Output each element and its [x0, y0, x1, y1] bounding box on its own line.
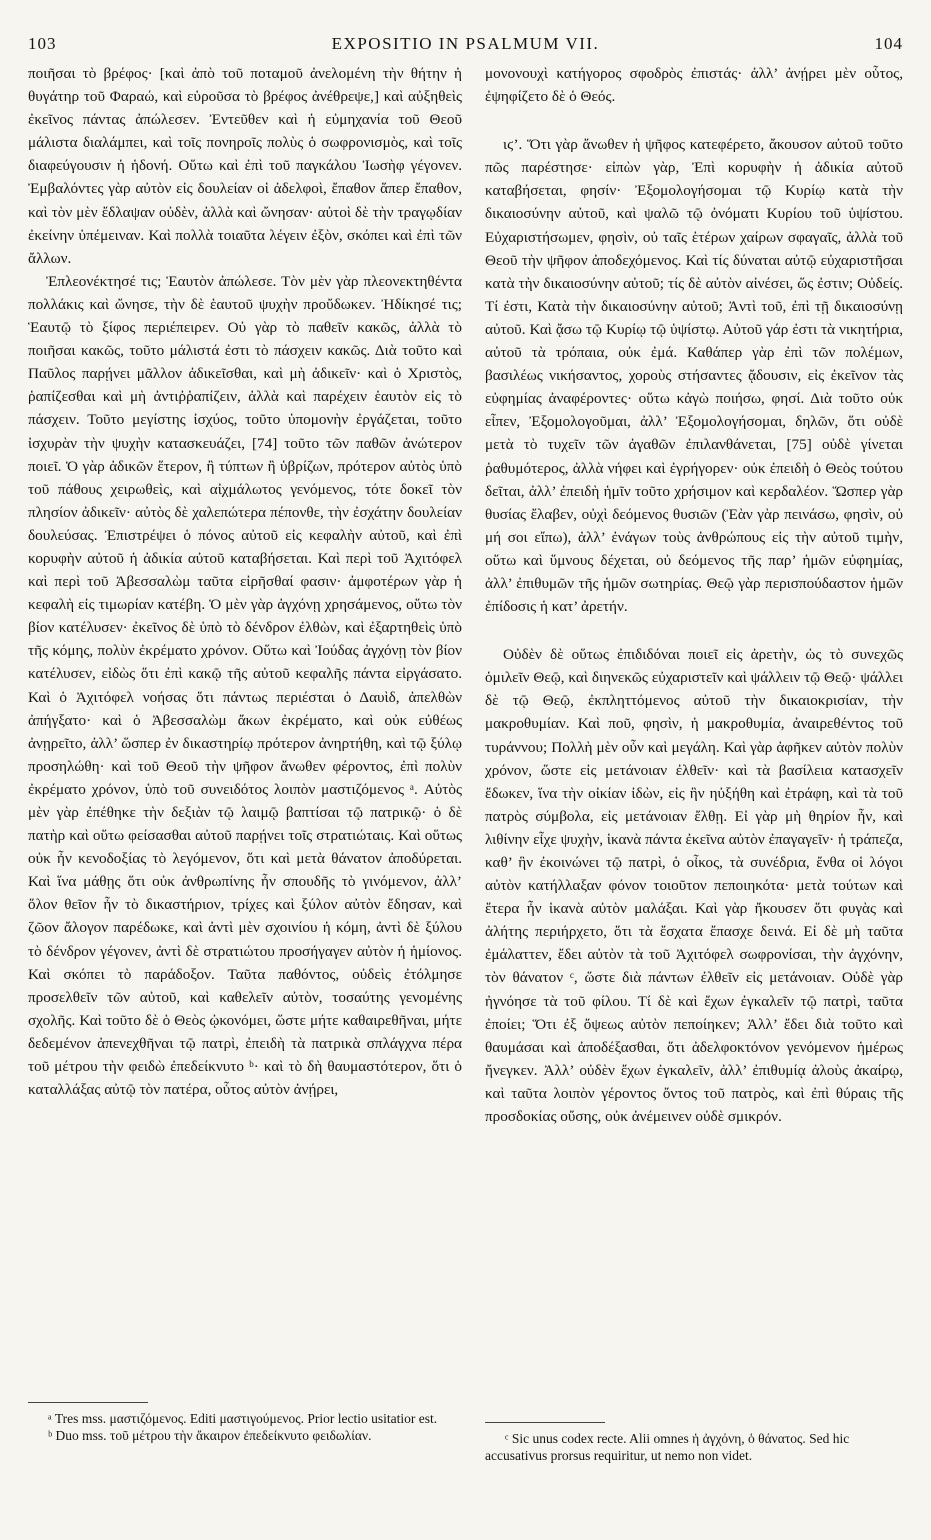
page-number-left: 103	[28, 34, 57, 53]
right-footnote-rule	[485, 1422, 605, 1423]
left-footnotes	[28, 1410, 462, 1444]
paragraph-gap	[485, 108, 903, 133]
running-header	[28, 34, 903, 58]
left-column	[28, 62, 462, 1101]
left-paragraph-1: ποιῆσαι τὸ βρέφος· [καὶ ἀπὸ τοῦ ποταμοῦ ἀνελομένη τὴν θήτην ἡ θυγάτηρ τοῦ Φαραώ, καὶ εὑροῦσα τὸ βρέφος ἀνέθρεψε,] καὶ αὐξηθεὶς ἐκεῖνος πάντας ἀπώλεσεν. Ἐντεῦθεν καὶ ἡ εὐμηχανία τοῦ Θεοῦ μάλιστα διαλάμπει, καὶ τοῖς πονηροῖς πολὺς ὁ σωφρονισμὸς, καὶ τοῖς διαφεύγουσιν ἡ ἡδονή. Οὕτω καὶ ἐπὶ τοῦ παγκάλου Ἰωσὴφ γέγονεν. Ἐμβαλόντες γὰρ αὐτὸν εἰς δουλείαν οἱ ἀδελφοὶ, ἔπαθον ἅπερ ἔπαθον, καὶ τὸν μὲν ἔδλαψαν οὐδὲν, ἀλλὰ καὶ ὤνησαν· αὐτοὶ δὲ τὴν τραγῳδίαν ἐκείνην ὑπέμειναν. Καὶ πολλὰ τοιαῦτα λέγειν ἐξὸν, σκόπει καὶ ἐπὶ τῶν ἄλλων.	[28, 65, 462, 267]
footnote-a: ᵃ Tres mss. μαστιζόμενος. Editi μαστιγούμενος. Prior lectio usitatior est.	[48, 1411, 438, 1426]
page-number-right: 104	[874, 34, 903, 53]
running-title: EXPOSITIO IN PSALMUM VII.	[331, 34, 600, 53]
left-paragraph-2: Ἐπλεονέκτησέ τις; Ἑαυτὸν ἀπώλεσε. Τὸν μὲν γὰρ πλεονεκτηθέντα πολλάκις καὶ ὤνησε, τὴν δὲ ἑαυτοῦ ψυχὴν προὔδωκεν. Ἠδίκησέ τις; Ἑαυτῷ τὸ ξίφος περιέπειρεν. Οὐ γὰρ τὸ παθεῖν κακῶς, ἀλλὰ τὸ ποιῆσαι κακῶς, τοῦτο μάλιστά ἐστι τὸ πάσχειν κακῶς. Διὰ τοῦτο καὶ Παῦλος παρῄνει μᾶλλον ἀδικεῖσθαι, καὶ μὴ ἀδικεῖν· καὶ ὁ Χριστὸς, ῥαπίζεσθαι καὶ μὴ ἀντιῤῥαπίζειν, ἀλλὰ καὶ παρέχειν ἑαυτὸν εἰς τὸ πάσχειν. Τοῦτο μεγίστης ἰσχύος, τοῦτο ὑπομονὴν ἐργάζεται, τοῦτο ἰσχυρὰν τὴν ψυχὴν κατασκευάζει, [74] τοῦτο τῶν παθῶν ἀνώτερον ποιεῖ. Ὁ γὰρ ἀδικῶν ἕτερον, ἢ τύπτων ἢ ὑβρίζων, πρότερον αὐτὸς ὑπὸ τοῦ πάθους χειρωθεὶς, καὶ αἰχμάλωτος γενόμενος, τότε δοκεῖ τὸν πλησίον ἀδικεῖν· αὐτὸς δὲ χαλεπώτερα πέπονθε, τὴν ἐσχάτην δουλείαν δουλεύσας. Ἐπιστρέψει ὁ πόνος αὐτοῦ εἰς κεφαλὴν αὐτοῦ, καὶ ἐπὶ κορυφὴν αὐτοῦ ἡ ἀδικία αὐτοῦ καταβήσεται. Καὶ περὶ τοῦ Ἀχιτόφελ καὶ περὶ τοῦ Ἀβεσσαλὼμ ταῦτα εἰρῆσθαί φασιν· ἀμφοτέρων γὰρ ἡ κεφαλὴ εἰς τιμωρίαν κατέβη. Ὁ μὲν γὰρ ἀγχόνῃ χρησάμενος, οὕτω τὸν βίον κατέλυσεν· ἐκεῖνος δὲ ὑπὸ τὸ δένδρον ἐλθὼν, καὶ ἐξαρτηθεὶς ὑπὸ τῆς κόμης, πολὺν ἐκρέματο χρόνον. Οὕτω καὶ Ἰούδας ἀγχόνῃ τὸν βίον κατέλυσεν, εἰδὼς ὅτι ἐπὶ κακῷ τῆς αὐτοῦ κεφαλῆς πάντα εἰργάσατο. Καὶ ὁ Ἀχιτόφελ νοήσας ὅτι πάντως περιέσται ὁ Δαυὶδ, ἀπελθὼν ἀπήγξατο· καὶ ὁ Ἀβεσσαλὼμ ἄκων ἐκρέματο, καὶ οὐκ εὐθέως ἀνῃρεῖτο, ἀλλ’ ὥσπερ ἐν δικαστηρίῳ πρότερον ἀνηρτήθη, καὶ τῷ ξύλῳ προσηλώθη· καὶ τοῦ Θεοῦ τὴν ψῆφον ἄνωθεν φέροντος, ἐπὶ πολὺν ἐκρέματο χρόνον, ὑπὸ τοῦ συνειδότος λοιπὸν μαστιζόμενος ᵃ. Αὐτὸς μὲν γὰρ ἐπέθηκε τὴν δεξιὰν τῷ λαιμῷ βαπτίσαι τῷ πατρικῷ· ὁ δὲ πατὴρ καὶ οὕτω φείσασθαι αὐτοῦ παρῄνει τοῖς στρατιώταις. Καὶ οὕτως οὐκ ἦν κενοδοξίας τὸ λεγόμενον, ὅτι καὶ μετὰ θάνατον ἀποδύρεται. Καὶ ἵνα μάθῃς ὅτι οὐκ ἀνθρωπίνης ἦν σπουδῆς τὸ γινόμενον, ἀλλ’ ὅλον θεῖον ἦν τὸ δικαστήριον, τρίχες καὶ ξύλον αὐτὸν ἔδησαν, καὶ ζῶον ἄλογον παρέδωκε, καὶ ἀντὶ μὲν σχοινίου ἡ κόμη, ἀντὶ δὲ ξύλου τὸ δένδρον γέγονεν, ἀντὶ δὲ στρατιώτου προσήγαγεν αὐτὸν ἡ ἡμίονος. Καὶ σκόπει τὸ παράδοξον. Ταῦτα παθόντος, οὐδεὶς ἐτόλμησε προσελθεῖν τῶν αὐτοῦ, καὶ καθελεῖν αὐτὸν, τοσαύτης γενομένης σχολῆς. Καὶ τοῦτο δὲ ὁ Θεὸς ᾠκονόμει, ὥστε μήτε καθαιρεθῆναι, μήτε δεδεμένον ἀπενεχθῆναι τῷ πατρὶ, ἐπειδὴ τὰ πατρικὰ σπλάγχνα πέρα τοῦ μέτρου τὴν φειδὼ ἐπεδείκνυτο ᵇ· καὶ τὸ δὴ θαυμαστότερον, ὅτι ὁ καταλλάξας αὐτῷ τὸν πατέρα, οὗτος αὐτὸν ἀνῄρει,	[28, 272, 462, 1099]
footnote-b: ᵇ Duo mss. τοῦ μέτρου τὴν ἄκαιρον ἐπεδείκνυτο φειδωλίαν.	[48, 1428, 372, 1443]
paragraph-gap	[485, 618, 903, 643]
right-paragraph-2-section-16: ιϛ’. Ὅτι γὰρ ἄνωθεν ἡ ψῆφος κατεφέρετο, ἄκουσον αὐτοῦ τοῦτο πῶς παρέστησε· εἰπὼν γὰρ, Ἐπὶ κορυφὴν ἡ ἀδικία αὐτοῦ καταβήσεται, φησίν· Ἐξομολογήσομαι τῷ Κυρίῳ κατὰ τὴν δικαιοσύνην αὐτοῦ, καὶ ψαλῶ τῷ ὀνόματι Κυρίου τοῦ ὑψίστου. Εὐχαριστήσωμεν, φησὶν, οὐ ταῖς ἑτέρων χαίρων σφαγαῖς, ἀλλὰ τοῦ Θεοῦ τὴν ψῆφον ἀποδεχόμενος. Καὶ τίς δύναται αὐτῷ εὐχαριστῆσαι κατὰ τὴν δικαιοσύνην αὐτοῦ; τίς δὲ αὐτὸν αἰνέσει, ὥς ἐστιν; Οὐδείς. Τί ἐστι, Κατὰ τὴν δικαιοσύνην αὐτοῦ; Ἀντὶ τοῦ, ἐπὶ τῇ δικαιοσύνῃ αὐτοῦ. Καὶ ᾄσω τῷ Κυρίῳ τῷ ὑψίστῳ. Αὐτοῦ γάρ ἐστι τὰ νικητήρια, αὐτοῦ τὰ τρόπαια, οὐκ ἐμά. Καθάπερ γὰρ ἐπὶ τῶν πολέμων, βασιλέως νικήσαντος, χοροὺς στήσαντες ᾄδουσιν, εἰς ἐκεῖνον τὰς εὐφημίας ἀναφέροντες· οὕτω κἀγὼ ποιήσω, φησί. Διὰ τοῦτο οὐκ εἶπεν, Ἐξομολογοῦμαι, ἀλλ’ Ἐξομολογήσομαι, δηλῶν, ὅτι οὐδὲ μετὰ τὸ τυχεῖν τῶν ἀγαθῶν ἐπιλανθάνεται, [75] οὐδὲ γίνεται ῥαθυμότερος, ἀλλὰ νήφει καὶ ἐγρήγορεν· οὐκ ἐπειδὴ ὁ Θεὸς τούτου δεῖται, ἀλλ’ ἐπειδὴ ἡμῖν τοῦτο χρήσιμον καὶ κερδαλέον. Ὥσπερ γὰρ θυσίας ἔλαβεν, οὐχὶ δεόμενος θυσιῶν (Ἐὰν γὰρ πεινάσω, φησὶν, οὐ μή σοι εἴπω), ἀλλ’ ἐνάγων τοὺς ἀνθρώπους εἰς τὴν αὐτοῦ τιμὴν, οὕτω καὶ ὕμνους δέχεται, οὐ δεόμενος τῆς παρ’ ἡμῶν εὐφημίας, ἀλλ’ ἐπιθυμῶν τῆς ἡμῶν σωτηρίας. Θεῷ γὰρ περισπούδαστον ἡμῶν ἐπίδοσις ἡ κατ’ ἀρετήν.	[485, 136, 903, 616]
footnote-c: ᶜ Sic unus codex recte. Alii omnes ἡ ἀγχόνη, ὁ θάνατος. Sed hic accusativus prorsus requiritur, ut nemo non videt.	[485, 1431, 850, 1463]
right-footnotes	[485, 1430, 903, 1464]
right-column	[485, 62, 903, 1128]
right-paragraph-1: μονονουχὶ κατήγορος σφοδρὸς ἐπιστάς· ἀλλ’ ἀνῄρει μὲν οὗτος, ἐψηφίζετο δὲ ὁ Θεός.	[485, 65, 903, 106]
left-footnote-rule	[28, 1402, 148, 1403]
right-paragraph-3: Οὐδὲν δὲ οὕτως ἐπιδιδόναι ποιεῖ εἰς ἀρετὴν, ὡς τὸ συνεχῶς ὁμιλεῖν Θεῷ, καὶ διηνεκῶς εὐχαριστεῖν καὶ ψάλλειν τῷ Θεῷ· ψάλλει δὲ τῷ Θεῷ, ἐκπληττόμενος αὐτοῦ τὴν δικαιοκρισίαν, τὴν μακροθυμίαν. Καὶ ποῦ, φησὶν, ἡ μακροθυμία, ἀναιρεθέντος τοῦ τυράννου; Πολλὴ μὲν οὖν καὶ μεγάλη. Καὶ γὰρ ἀφῆκεν αὐτὸν πολὺν χρόνον, ὥστε εἰς μετάνοιαν ἐλθεῖν· καὶ τὰ βασίλεια κατασχεῖν ἔδωκεν, ἵνα τὴν οἰκίαν ἰδὼν, εἰς ἣν ηὐξήθη καὶ ἐτράφη, καὶ τὰ τοῦ πατρὸς σύμβολα, εἰς μετάνοιαν ἔλθῃ. Εἰ γὰρ μὴ θηρίον ἦν, καὶ λιθίνην εἶχε ψυχὴν, ἱκανὰ πάντα ἐκεῖνα αὐτὸν ἐπαγαγεῖν· ἡ τράπεζα, καθ’ ἣν ἐκοινώνει τῷ πατρὶ, ὁ οἶκος, τὰ συνέδρια, ἔνθα οἱ λόγοι αὐτὸν κατήλλαξαν φόνον τοιοῦτον πεποιηκότα· μετὰ τούτων καὶ ἕτερα ἦν ἱκανὰ αὐτὸν μαλάξαι. Καὶ γὰρ ἤκουσεν ὅτι φυγὰς καὶ ἀλήτης περιήρχετο, ὅτι τὰ ἔσχατα ἔπασχε δεινά. Εἰ δὲ μὴ ταῦτα ἐμάλαττεν, ἔδει αὐτὸν τὰ τοῦ Ἀχιτόφελ σωφρονίσαι, τὴν ἀγχόνην, τὸν θάνατον ᶜ, ὥστε διὰ πάντων ἐλθεῖν εἰς μετάνοιαν. Οὐδὲ γὰρ ἠγνόησε τὰ τοῦ φίλου. Τί δὲ καὶ ἔχων ἐγκαλεῖν τῷ πατρὶ, ταῦτα ἐποίει; Ὅτι ἐξ ὄψεως αὐτὸν πεποίηκεν; Ἀλλ’ ἔδει διὰ τοῦτο καὶ θαυμάσαι καὶ ἀποδέξασθαι, ὅτι ἀδελφοκτόνον γενόμενον ἡμέρως ἤνεγκεν. Ἀλλ’ οὐδὲν ἔχων ἐγκαλεῖν, ἀλλ’ ἐπιθυμίᾳ ἀλοὺς ἀκαίρῳ, καὶ ταῦτα λοιπὸν γέροντος ὄντος τοῦ πατρὸς, καὶ ἐπὶ θύραις τῆς προσδοκίας οὔσης, οὐκ ἀνέμεινεν οὐδὲ σμικρόν.	[485, 646, 903, 1126]
